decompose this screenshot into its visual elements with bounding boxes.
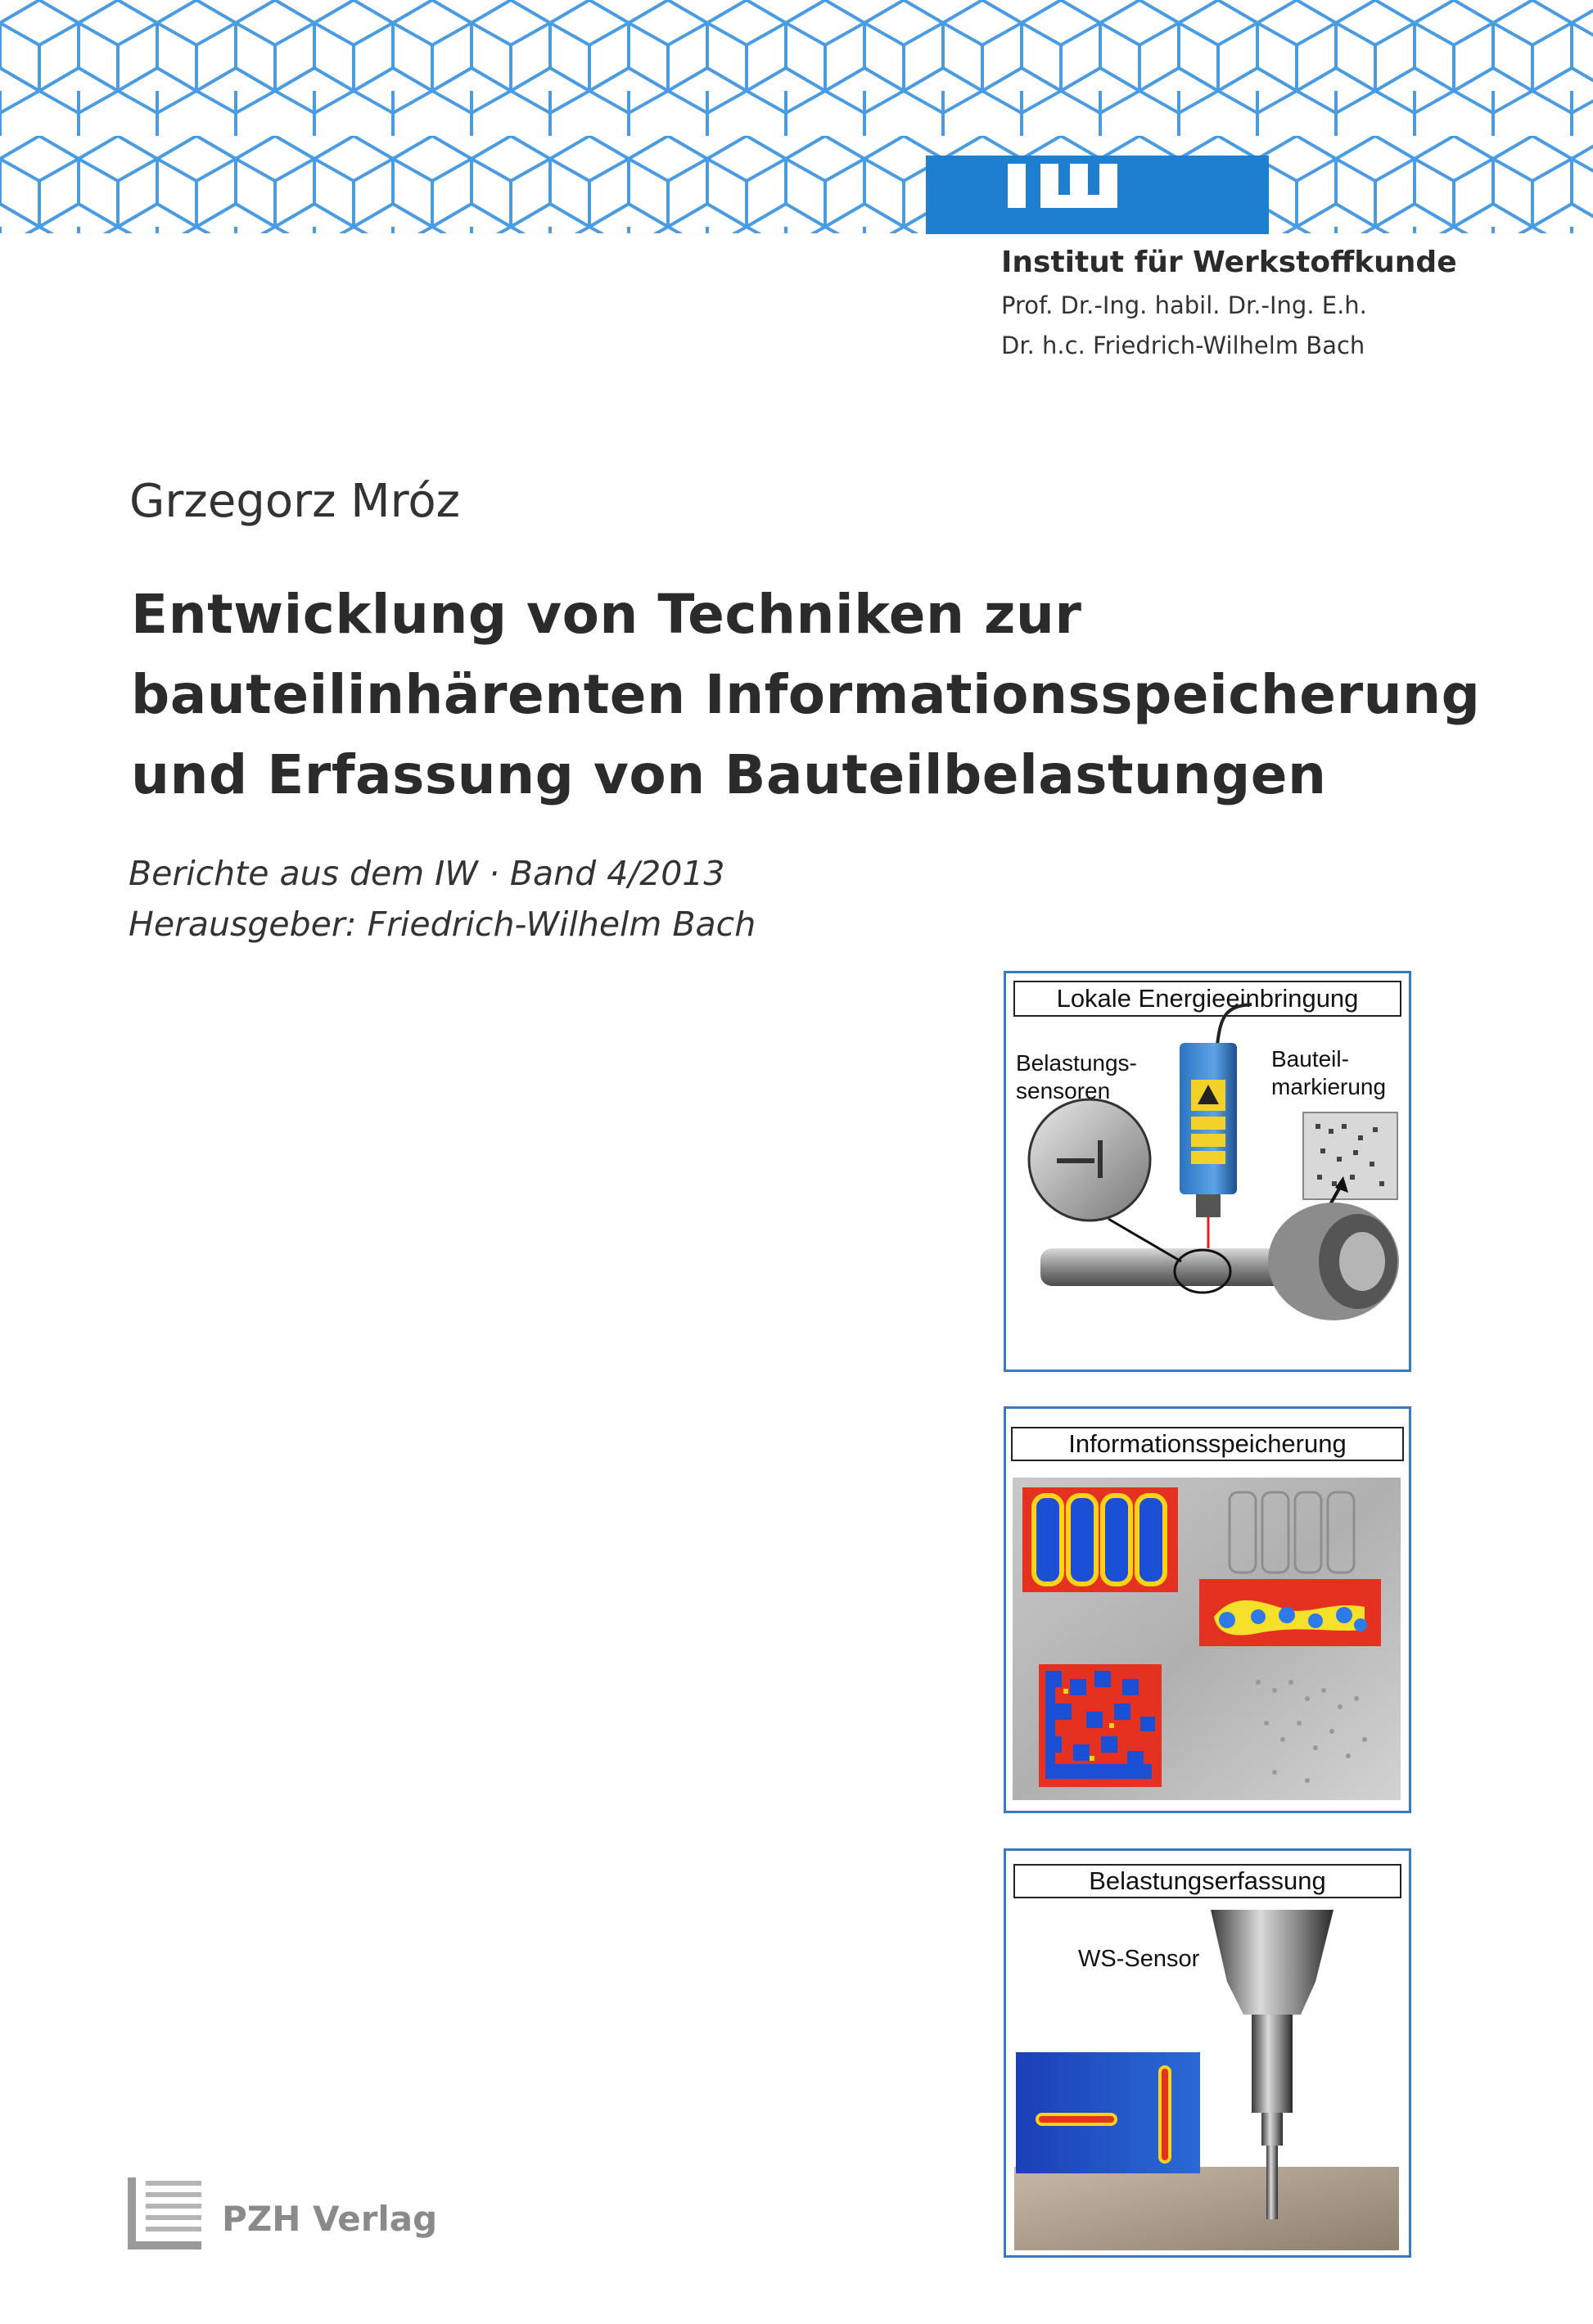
panel-energy-label: Lokale Energieeinbringung: [1013, 981, 1401, 1017]
ws-sensor-label: WS-Sensor: [1078, 1946, 1200, 1972]
panel-storage: [1004, 1406, 1411, 1813]
annotation-sensors-1: Belastungs-: [1016, 1050, 1137, 1076]
publisher-name: PZH Verlag: [222, 2199, 438, 2239]
panel-energy: [1004, 971, 1411, 1372]
laser-shaft-illustration: [1006, 973, 1409, 1370]
hex-pattern-graphic: [0, 0, 1593, 233]
annotation-marking-1: Bauteil-: [1271, 1046, 1349, 1072]
book-title-line-2: bauteilinhärenten Informationsspeicherung: [131, 663, 1481, 726]
institute-line-2: Dr. h.c. Friedrich-Wilhelm Bach: [1001, 332, 1365, 359]
annotation-sensors-2: sensoren: [1016, 1078, 1111, 1103]
detection-illustration: [1006, 1851, 1409, 2255]
book-title-line-3: und Erfassung von Bauteilbelastungen: [131, 743, 1327, 806]
author-name: Grzegorz Mróz: [129, 475, 461, 528]
panel-detection: [1004, 1848, 1411, 2258]
book-title-line-1: Entwicklung von Techniken zur: [131, 583, 1082, 646]
series-info: Berichte aus dem IW · Band 4/2013: [129, 854, 725, 893]
institute-name: Institut für Werkstoffkunde: [1001, 246, 1457, 279]
iw-logo-mark: [926, 156, 1269, 234]
pzh-logo-icon: [128, 2177, 210, 2251]
panel-storage-label: Informationsspeicherung: [1011, 1427, 1404, 1461]
iw-logo: [926, 156, 1269, 234]
panel-detection-label: Belastungserfassung: [1013, 1864, 1401, 1898]
editor-info: Herausgeber: Friedrich-Wilhelm Bach: [129, 905, 756, 944]
institute-line-1: Prof. Dr.-Ing. habil. Dr.-Ing. E.h.: [1001, 291, 1367, 319]
annotation-marking-2: markierung: [1271, 1074, 1387, 1099]
storage-thermography-image: [1013, 1478, 1401, 1800]
